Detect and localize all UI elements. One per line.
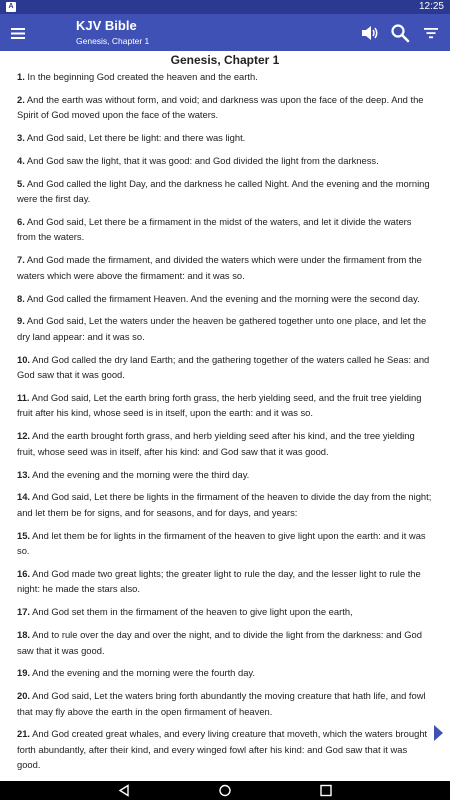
verse-text: And God saw the light, that it was good: and God divided the light from the darkness.	[24, 154, 379, 166]
verse-text: And God set them in the firmament of the heaven to give light upon the earth,	[30, 606, 353, 618]
verse-item[interactable]	[17, 352, 432, 383]
verse-item[interactable]	[17, 604, 432, 620]
verse-item[interactable]	[17, 92, 432, 123]
verse-item[interactable]	[17, 214, 432, 245]
verse-item[interactable]	[17, 291, 432, 307]
verse-number: 8.	[17, 292, 25, 304]
verse-text: And God made the firmament, and divided the waters which were under the firmament from the waters which were above the firmament: and it was so.	[17, 254, 422, 281]
filter-icon[interactable]	[420, 22, 442, 44]
verse-number: 4.	[17, 154, 25, 166]
search-icon[interactable]	[389, 22, 411, 44]
verse-text: And let them be for lights in the firmament of the heaven to give light upon the earth: and it was so.	[17, 529, 426, 557]
verse-number: 12.	[17, 430, 31, 442]
app-title: KJV Bible	[76, 18, 137, 33]
verse-text: And the evening and the morning were the fourth day.	[30, 667, 256, 679]
status-time: 12:25	[418, 1, 444, 12]
verse-number: 9.	[17, 315, 25, 327]
verse-text: And God called the dry land Earth; and the gathering together of the waters called he Seas: and God saw that it was good.	[17, 353, 430, 381]
app-bar	[0, 14, 450, 51]
back-icon[interactable]	[117, 784, 131, 797]
verse-text: And God called the light Day, and the darkness he called Night. And the evening and the morning were the first day.	[17, 177, 430, 205]
verse-item[interactable]	[17, 627, 432, 658]
verse-number: 14.	[17, 491, 31, 503]
menu-icon[interactable]	[9, 23, 29, 43]
verse-item[interactable]	[17, 528, 432, 559]
verse-item[interactable]	[17, 665, 432, 681]
navigation-bar	[0, 781, 450, 800]
verse-text: And God made two great lights; the greater light to rule the day, and the lesser light to rule the night: he made the stars also.	[17, 567, 421, 595]
verse-number: 20.	[17, 690, 31, 702]
verse-number: 13.	[17, 468, 31, 480]
verse-text: And God called the firmament Heaven. And the evening and the morning were the second day.	[24, 292, 420, 304]
verse-item[interactable]	[17, 69, 432, 85]
verse-item[interactable]	[17, 566, 432, 597]
verse-number: 18.	[17, 629, 31, 641]
verse-item[interactable]	[17, 726, 432, 773]
verse-number: 16.	[17, 567, 31, 579]
verse-number: 7.	[17, 254, 25, 266]
verse-text: And God said, Let there be a firmament in the midst of the waters, and let it divide the waters from the waters.	[17, 215, 412, 243]
notification-icon: A	[6, 2, 16, 12]
verse-text: And God said, Let there be light: and there was light.	[24, 132, 246, 144]
next-chapter-arrow-icon[interactable]	[432, 724, 444, 742]
verse-number: 19.	[17, 667, 31, 679]
verse-item[interactable]	[17, 390, 432, 421]
verse-text: And the evening and the morning were the third day.	[30, 468, 250, 480]
verse-item[interactable]	[17, 467, 432, 483]
verse-item[interactable]	[17, 313, 432, 344]
verse-number: 17.	[17, 606, 31, 618]
speaker-icon[interactable]	[359, 22, 381, 44]
app-subtitle: Genesis, Chapter 1	[76, 36, 150, 46]
chapter-title: Genesis, Chapter 1	[170, 53, 280, 67]
verse-number: 21.	[17, 728, 31, 740]
verse-number: 5.	[17, 177, 25, 189]
verse-text: And God said, Let the earth bring forth grass, the herb yielding seed, and the fruit tree yielding fruit after his kind, whose seed is in itself, upon the earth: and it was so.	[17, 391, 422, 419]
chapter-content[interactable]	[0, 51, 450, 781]
verse-item[interactable]	[17, 130, 432, 146]
verse-number: 1.	[17, 71, 25, 82]
verse-list	[0, 69, 450, 773]
verse-text: And the earth brought forth grass, and herb yielding seed after his kind, and the tree yielding fruit, whose seed was in itself, after his kind: and God saw that it was good.	[17, 430, 415, 457]
verse-item[interactable]	[17, 688, 432, 719]
home-icon[interactable]	[218, 784, 232, 797]
status-bar	[0, 0, 450, 14]
verse-text: And the earth was without form, and void; and darkness was upon the face of the deep. And the Spirit of God moved upon the face of the waters.	[17, 93, 424, 121]
verse-number: 11.	[17, 391, 30, 403]
verse-item[interactable]	[17, 428, 432, 459]
verse-number: 10.	[17, 353, 31, 365]
recent-apps-icon[interactable]	[319, 784, 333, 797]
verse-number: 6.	[17, 215, 25, 227]
verse-item[interactable]	[17, 489, 432, 520]
verse-number: 3.	[17, 132, 25, 144]
verse-text: In the beginning God created the heaven and the earth.	[24, 71, 258, 82]
verse-number: 2.	[17, 93, 25, 105]
verse-item[interactable]	[17, 252, 432, 283]
verse-item[interactable]	[17, 153, 432, 169]
verse-number: 15.	[17, 529, 31, 541]
verse-text: And God said, Let the waters under the heaven be gathered together unto one place, and let the dry land appear: and it was so.	[17, 315, 427, 342]
verse-text: And God said, Let the waters bring forth abundantly the moving creature that hath life, and fowl that may fly above the earth in the open firmament of heaven.	[17, 690, 426, 717]
verse-text: And to rule over the day and over the night, and to divide the light from the darkness: and God saw that it was good.	[17, 629, 422, 656]
verse-item[interactable]	[17, 176, 432, 207]
verse-text: And God created great whales, and every living creature that moveth, which the waters brought forth abundantly, after their kind, and every winged fowl after his kind: and God saw that it was good.	[17, 728, 428, 771]
verse-text: And God said, Let there be lights in the firmament of the heaven to divide the day from the night; and let them be for signs, and for seasons, and for days, and years:	[17, 491, 432, 518]
